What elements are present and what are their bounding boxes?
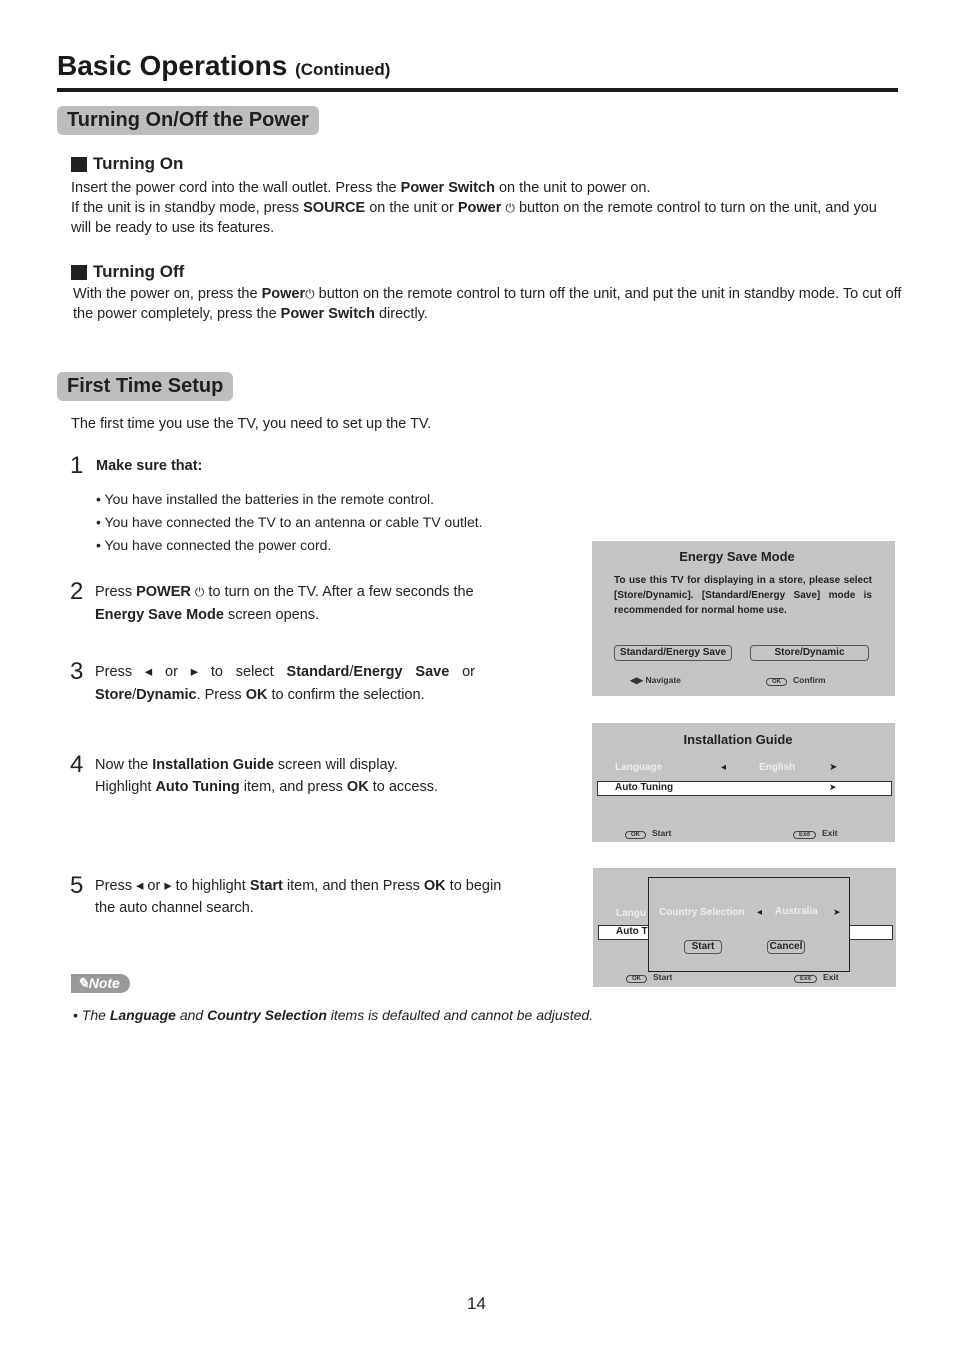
power-icon: ⏻ bbox=[505, 201, 515, 215]
arrow-right-icon: ➤ bbox=[829, 762, 838, 773]
step-number: 5 bbox=[70, 872, 84, 899]
arrow-right-icon: ➤ bbox=[833, 907, 841, 917]
power-icon: ⏻ bbox=[305, 287, 315, 301]
ok-key-icon: OK bbox=[625, 831, 646, 839]
exit-hint: Exit Exit bbox=[794, 972, 839, 983]
navigate-icon: ◀▶ bbox=[630, 675, 644, 685]
standard-energy-save-button[interactable]: Standard/Energy Save bbox=[614, 645, 732, 661]
step-1-title: Make sure that: bbox=[96, 458, 203, 474]
square-bullet-icon bbox=[71, 265, 87, 280]
step-3-text: Press ◂ or ▸ to select Standard/Energy Save or Store/Dynamic. Press OK to confirm the selection. bbox=[95, 664, 475, 703]
step-2-text: Press POWER ⏻ to turn on the TV. After a few seconds the Energy Save Mode screen opens. bbox=[95, 584, 474, 623]
exit-hint: Exit Exit bbox=[793, 828, 838, 839]
energy-screen-title: Energy Save Mode bbox=[679, 549, 795, 564]
list-item: • You have connected the TV to an antenna or cable TV outlet. bbox=[96, 514, 483, 530]
start-hint: OK Start bbox=[626, 972, 672, 983]
arrow-left-right-icon: ◂ or ▸ bbox=[144, 664, 199, 680]
subheading-turning-on: Turning On bbox=[71, 154, 183, 174]
power-icon: ⏻ bbox=[194, 585, 205, 599]
install-screen-title: Installation Guide bbox=[683, 732, 793, 747]
country-dialog bbox=[648, 877, 850, 972]
arrow-left-right-icon: ◂ or ▸ bbox=[136, 878, 172, 894]
country-selection-label: Country Selection bbox=[659, 907, 745, 918]
country-value: Australia bbox=[775, 906, 818, 917]
arrow-left-icon: ◂ bbox=[757, 907, 763, 918]
start-button[interactable]: Start bbox=[684, 940, 722, 954]
page-title: Basic Operations (Continued) bbox=[57, 50, 391, 81]
energy-save-screen bbox=[592, 541, 895, 696]
title-rule bbox=[57, 88, 898, 92]
note-tag: ✎Note bbox=[71, 974, 130, 993]
list-item: • You have connected the power cord. bbox=[96, 537, 332, 553]
step-5-text: Press ◂ or ▸ to highlight Start item, and then Press OK to begin the auto channel search. bbox=[95, 878, 502, 916]
navigate-hint: ◀▶ Navigate bbox=[630, 675, 681, 685]
page-number: 14 bbox=[467, 1294, 486, 1313]
setup-intro: The first time you use the TV, you need to set up the TV. bbox=[71, 416, 432, 432]
background-auto-tuning-row: Auto T bbox=[598, 925, 893, 940]
step-number: 3 bbox=[70, 658, 84, 685]
arrow-right-icon: ➤ bbox=[829, 782, 837, 792]
list-item: • You have installed the batteries in the remote control. bbox=[96, 491, 435, 507]
language-label: Language bbox=[615, 762, 663, 773]
start-hint: OK Start bbox=[625, 828, 671, 839]
energy-screen-text: To use this TV for displaying in a store, please select [Store/Dynamic]. [Standard/Energy Save] mode is recommended for normal home use. bbox=[614, 575, 872, 616]
exit-key-icon: Exit bbox=[794, 975, 817, 983]
confirm-hint: OK Confirm bbox=[766, 675, 826, 686]
exit-key-icon: Exit bbox=[793, 831, 816, 839]
step-4-text: Now the Installation Guide screen will display. Highlight Auto Tuning item, and press OK to access. bbox=[95, 757, 438, 795]
turning-on-text: Insert the power cord into the wall outlet. Press the Power Switch on the unit to power on. If the unit is in standby mode, press SOURCE on the unit or Power ⏻ button on the remote control to turn on the unit, and you will be ready to use its features. bbox=[71, 180, 877, 236]
paperclip-icon: ✎ bbox=[77, 975, 89, 991]
turning-off-text: With the power on, press the Power⏻ button on the remote control to turn off the unit, and put the unit in standby mode. To cut off the power completely, press the Power Switch directly. bbox=[73, 286, 902, 322]
installation-guide-screen bbox=[592, 723, 895, 842]
language-value: English bbox=[759, 762, 796, 773]
arrow-left-icon: ◂ bbox=[721, 762, 727, 773]
square-bullet-icon bbox=[71, 157, 87, 172]
store-dynamic-button[interactable]: Store/Dynamic bbox=[750, 645, 869, 661]
auto-tuning-row[interactable]: Auto Tuning ➤ bbox=[597, 781, 892, 796]
step-number: 4 bbox=[70, 751, 84, 778]
ok-key-icon: OK bbox=[626, 975, 647, 983]
section-heading-setup: First Time Setup bbox=[57, 372, 233, 401]
step-number: 1 bbox=[70, 452, 84, 479]
section-heading-power: Turning On/Off the Power bbox=[57, 106, 319, 135]
country-selection-screen bbox=[593, 868, 896, 987]
subheading-turning-off: Turning Off bbox=[71, 262, 184, 282]
note-text: • The Language and Country Selection items is defaulted and cannot be adjusted. bbox=[73, 1007, 594, 1023]
cancel-button[interactable]: Cancel bbox=[767, 940, 805, 954]
background-language-label: Langu bbox=[616, 908, 646, 919]
step-number: 2 bbox=[70, 578, 84, 605]
step-1-bullets bbox=[96, 488, 483, 557]
ok-key-icon: OK bbox=[766, 678, 787, 686]
